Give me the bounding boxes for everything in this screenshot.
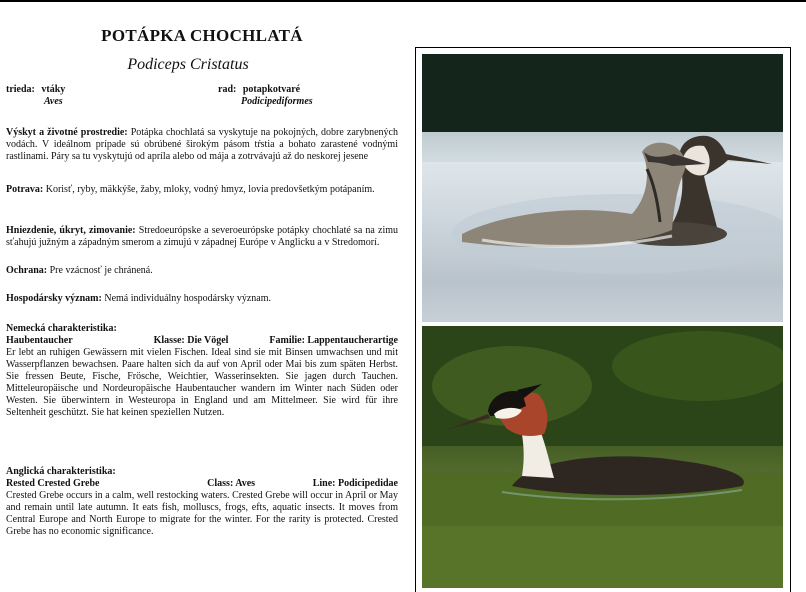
english-class: Class: Aves <box>207 478 256 489</box>
order-label: rad: <box>218 84 237 95</box>
food-text: Korisť, ryby, mäkkýše, žaby, mloky, vodný hmyz, lovia predovšetkým potápaním. <box>45 184 375 195</box>
english-name: Rested Crested Grebe <box>6 478 100 489</box>
german-section <box>6 323 398 419</box>
protection-label: Ochrana: <box>6 265 48 276</box>
class-latin: Aves <box>44 96 63 107</box>
page-title: POTÁPKA CHOCHLATÁ <box>101 26 303 45</box>
class-value: vtáky <box>41 84 66 95</box>
grebe-single-illustration <box>422 326 783 588</box>
german-text: Er lebt an ruhigen Gewässern mit vielen Fischen. Ideal sind sie mit Binsen umwachsen und mit Wasserpflanzen bewachsen. Paare halten sich da auf von April oder Mai bis zum späten Herbst. Sie fressen Beute, Fische, Frösche, Weichtier, Wasserinsekten. Sie jagen durch Tauchen. Mitteleuropäische und Nordeuropäische Haubentaucher wandern im Winter nach Süden oder Westen. Sie überwintern in Westeuropa in England und am Mittelmeer. Sie wird für ihre Seltenheit geschützt. Sie hat keinen speziellen Nutzen. <box>6 347 398 418</box>
latin-name: Podiceps Cristatus <box>127 56 249 73</box>
german-heading: Nemecká charakteristika: <box>6 323 117 334</box>
occurrence-text: Potápka chochlatá sa vyskytuje na pokojných, dobre zarybnených vodách. V ideálnom prípade sú obrúbené širokým pásom tŕstia a bohato zarastené vodnými rastlinami. Páry sa tu vyskytujú od apríla alebo od mája a zotrvávajú až do neskorej jesene <box>6 127 398 162</box>
economic-section <box>6 293 398 305</box>
order-latin: Podicipediformes <box>241 96 313 107</box>
food-label: Potrava: <box>6 184 44 195</box>
occurrence-label: Výskyt a životné prostredie: <box>6 127 128 138</box>
order-value: potapkotvaré <box>242 84 301 95</box>
food-section <box>6 184 398 196</box>
grebe-pair-illustration <box>422 54 783 322</box>
english-section <box>6 466 398 538</box>
top-rule <box>0 0 806 2</box>
protection-section <box>6 265 398 277</box>
occurrence-section <box>6 127 398 163</box>
german-family: Familie: Lappentaucherartige <box>269 335 398 346</box>
english-text: Crested Grebe occurs in a calm, well restocking waters. Crested Grebe will occur in April or May and remain until late autumn. It eats fish, molluscs, frogs, efts, aquatic insects. It moves from Central Europe and North Europe to migrate for the winter. For the rarity is protected. Crested Grebe has no economic significance. <box>6 490 398 537</box>
german-name: Haubentaucher <box>6 335 73 346</box>
grebe-single-photo <box>422 326 783 588</box>
english-line: Line: Podicipedidae <box>312 478 398 489</box>
protection-text: Pre vzácnosť je chránená. <box>49 265 153 276</box>
english-meta-row <box>6 478 398 490</box>
english-heading: Anglická charakteristika: <box>6 466 116 477</box>
grebe-pair-photo <box>422 54 783 322</box>
german-meta-row <box>6 335 398 347</box>
economic-label: Hospodársky význam: <box>6 293 102 304</box>
nesting-section <box>6 225 398 249</box>
nesting-text: Stredoeurópske a severoeurópske potápky chochlaté sa na zimu sťahujú južným a západným smerom a zimujú v západnej Európe v Anglicku a v Stredomorí. <box>6 225 399 248</box>
german-class: Klasse: Die Vögel <box>153 335 229 346</box>
economic-text: Nemá individuálny hospodársky význam. <box>104 293 271 304</box>
class-label: trieda: <box>6 84 35 95</box>
nesting-label: Hniezdenie, úkryt, zimovanie: <box>6 225 136 236</box>
